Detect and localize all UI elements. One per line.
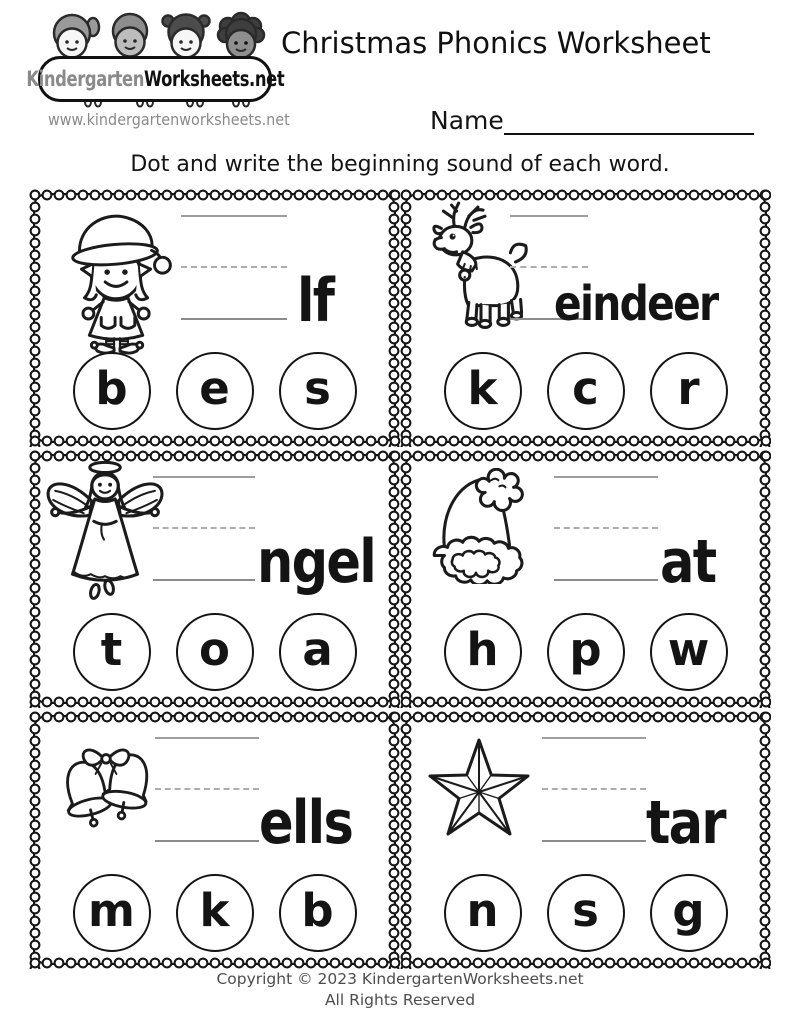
instructions: Dot and write the beginning sound of each word. xyxy=(130,152,670,177)
letter-choice[interactable]: h xyxy=(444,613,522,691)
letter-choices xyxy=(35,613,394,691)
guide-line-top xyxy=(181,215,287,217)
name-row xyxy=(430,106,754,135)
guide-line-bottom xyxy=(542,840,646,842)
guide-line-middle xyxy=(510,266,588,268)
guide-line-middle xyxy=(542,788,646,790)
footer xyxy=(0,969,800,1011)
writing-lines[interactable] xyxy=(153,476,255,582)
guide-line-middle xyxy=(181,266,287,268)
santa-hat-image xyxy=(418,468,538,584)
guide-line-top xyxy=(510,215,588,217)
page-title: Christmas Phonics Worksheet xyxy=(281,26,711,60)
writing-lines[interactable] xyxy=(181,215,287,321)
letter-choice[interactable]: w xyxy=(650,613,728,691)
brand-text xyxy=(26,67,284,91)
brand-pill xyxy=(26,56,284,102)
letter-choice[interactable]: c xyxy=(547,352,625,430)
letter-choices xyxy=(406,352,765,430)
letter-choice[interactable]: r xyxy=(650,352,728,430)
letter-choice[interactable]: k xyxy=(176,874,254,952)
word-ending: lf xyxy=(297,266,334,336)
letter-choice[interactable]: n xyxy=(444,874,522,952)
guide-line-top xyxy=(542,737,646,739)
guide-line-bottom xyxy=(153,579,255,581)
letter-choice[interactable]: s xyxy=(547,874,625,952)
guide-line-bottom xyxy=(554,579,658,581)
letter-choice[interactable]: b xyxy=(279,874,357,952)
writing-lines[interactable] xyxy=(542,737,646,843)
brand-black: Worksheets.net xyxy=(143,67,284,91)
letter-choice[interactable]: o xyxy=(176,613,254,691)
name-label: Name xyxy=(430,106,504,135)
guide-line-top xyxy=(153,476,255,478)
guide-line-bottom xyxy=(155,840,259,842)
name-blank-line[interactable] xyxy=(504,108,754,135)
letter-choice[interactable]: k xyxy=(444,352,522,430)
brand-gray: Kindergarten xyxy=(26,67,144,91)
letter-choices xyxy=(406,613,765,691)
phonics-card-bells xyxy=(33,715,396,965)
letter-choice[interactable]: s xyxy=(279,352,357,430)
letter-choice[interactable]: a xyxy=(279,613,357,691)
letter-choices xyxy=(406,874,765,952)
letter-choice[interactable]: e xyxy=(176,352,254,430)
angel-image xyxy=(41,458,165,608)
phonics-card-reindeer xyxy=(404,193,767,443)
phonics-card-santa-hat xyxy=(404,454,767,704)
word-ending: ngel xyxy=(257,527,376,597)
phonics-card-angel xyxy=(33,454,396,704)
phonics-card-star xyxy=(404,715,767,965)
word-ending: tar xyxy=(646,788,725,858)
guide-line-top xyxy=(155,737,259,739)
site-logo xyxy=(26,10,290,132)
writing-lines[interactable] xyxy=(155,737,259,843)
letter-choices xyxy=(35,874,394,952)
letter-choice[interactable]: p xyxy=(547,613,625,691)
letter-choice[interactable]: m xyxy=(73,874,151,952)
elf-image xyxy=(57,203,183,357)
cards-grid xyxy=(33,193,767,965)
letter-choice[interactable]: g xyxy=(650,874,728,952)
bells-image xyxy=(43,737,169,847)
copyright-line: Copyright © 2023 KindergartenWorksheets.net xyxy=(216,970,584,988)
guide-line-middle xyxy=(155,788,259,790)
letter-choice[interactable]: t xyxy=(73,613,151,691)
guide-line-top xyxy=(554,476,658,478)
word-ending: at xyxy=(660,527,716,597)
letter-choices xyxy=(35,352,394,430)
phonics-card-elf xyxy=(33,193,396,443)
writing-lines[interactable] xyxy=(554,476,658,582)
letter-choice[interactable]: b xyxy=(73,352,151,430)
word-ending: ells xyxy=(259,788,353,858)
guide-line-bottom xyxy=(181,318,287,320)
star-image xyxy=(420,731,538,849)
word-ending: eindeer xyxy=(554,276,718,332)
guide-line-middle xyxy=(153,527,255,529)
site-url: www.kindergartenworksheets.net xyxy=(48,110,290,129)
guide-line-middle xyxy=(554,527,658,529)
rights-line: All Rights Reserved xyxy=(324,990,476,1009)
